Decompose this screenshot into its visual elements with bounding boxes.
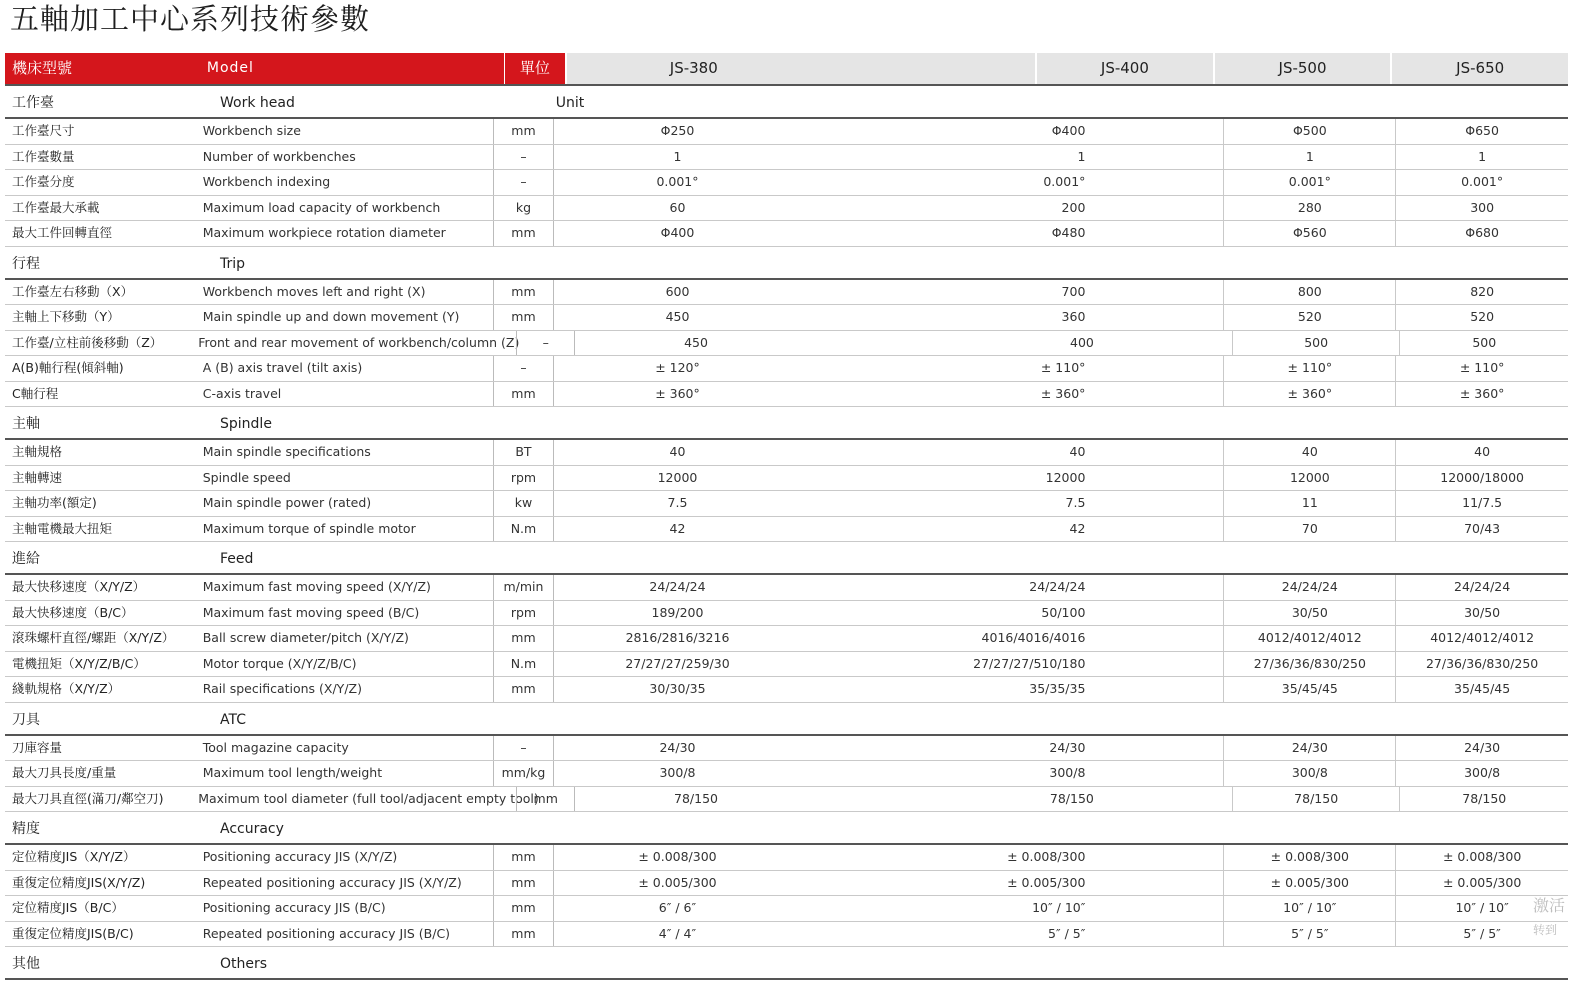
value-js-400: 10″ / 10″ (801, 896, 1224, 921)
table-row (5, 331, 1568, 357)
table-row (5, 761, 1568, 787)
param-unit: N.m (493, 652, 553, 677)
param-name-en: Workbench indexing (202, 174, 331, 189)
param-name-en: Main spindle power (rated) (202, 495, 372, 510)
value-js-400: 5″ / 5″ (801, 922, 1224, 947)
watermark-line-2: 转到 (1533, 923, 1558, 937)
table-row (5, 280, 1568, 306)
param-name-cn: 刀庫容量 (12, 739, 63, 755)
header-model-2: JS-400 (1037, 53, 1213, 84)
value-js-650: 11/7.5 (1462, 495, 1503, 510)
param-name-cn: C軸行程 (12, 385, 59, 401)
param-unit: kg (493, 196, 553, 221)
param-unit: mm/kg (493, 761, 553, 786)
value-js-500: Φ560 (1224, 221, 1396, 246)
section-row (5, 812, 1568, 845)
value-js-400: 24/30 (801, 736, 1224, 761)
header-model-4: JS-650 (1392, 53, 1568, 84)
param-unit: mm (493, 845, 553, 870)
value-js-500: 800 (1224, 280, 1396, 305)
value-js-380: 450 (684, 334, 708, 350)
value-js-400: 4016/4016/4016 (801, 626, 1224, 651)
header-model-en: Model (199, 53, 504, 84)
section-title-cn: 主軸 (12, 416, 40, 432)
value-js-380: 2816/2816/3216 (625, 630, 730, 645)
param-unit: – (493, 145, 553, 170)
param-name-cn: 最大工件回轉直徑 (12, 225, 113, 240)
value-js-650: 35/45/45 (1454, 681, 1511, 696)
table-row (5, 466, 1568, 492)
param-unit: – (516, 331, 575, 356)
value-js-400: 27/27/27/510/180 (801, 652, 1224, 677)
table-row (5, 871, 1568, 897)
value-js-500: 280 (1224, 196, 1396, 221)
value-js-380: 78/150 (674, 790, 718, 806)
value-js-500: 520 (1224, 305, 1396, 330)
value-js-400: 35/35/35 (801, 677, 1224, 702)
table-body (5, 86, 1568, 980)
param-name-en: Maximum workpiece rotation diameter (202, 225, 446, 240)
value-js-400: 400 (817, 331, 1233, 356)
value-js-650: 24/24/24 (1454, 579, 1511, 594)
param-name-en: Positioning accuracy JIS (X/Y/Z) (202, 849, 398, 864)
value-js-380: 24/24/24 (649, 579, 706, 594)
param-name-en: Maximum fast moving speed (B/C) (202, 604, 420, 620)
value-js-380: 4″ / 4″ (658, 925, 697, 941)
value-js-380: 24/30 (659, 739, 696, 755)
value-js-400: 700 (801, 280, 1224, 305)
table-row (5, 382, 1568, 408)
section-unit (538, 812, 602, 843)
table-row (5, 356, 1568, 382)
param-unit: mm (516, 787, 575, 812)
param-name-en: Maximum fast moving speed (X/Y/Z) (202, 579, 431, 594)
value-js-650: 24/30 (1464, 739, 1501, 755)
param-unit: mm (493, 305, 553, 330)
param-name-cn: 定位精度JIS（B/C） (12, 900, 124, 915)
value-js-400: 50/100 (801, 601, 1224, 626)
value-js-650: 300 (1470, 199, 1495, 215)
table-row (5, 787, 1568, 813)
value-js-500: 12000 (1224, 466, 1396, 491)
watermark-line-1: 激活 (1533, 896, 1566, 915)
param-unit: mm (493, 221, 553, 246)
value-js-650: 300/8 (1464, 765, 1501, 780)
value-js-650: 500 (1472, 334, 1497, 350)
param-unit: mm (493, 896, 553, 921)
value-js-380: ± 0.008/300 (638, 849, 717, 864)
param-unit: – (493, 356, 553, 381)
value-js-500: 35/45/45 (1224, 677, 1396, 702)
param-name-cn: 綫軌規格（X/Y/Z） (12, 681, 121, 696)
param-name-cn: 工作臺數量 (12, 148, 75, 164)
section-title-en: Accuracy (220, 821, 284, 837)
param-name-en: Front and rear movement of workbench/column (Z) (198, 334, 520, 350)
value-js-650: 70/43 (1464, 520, 1501, 536)
table-row (5, 145, 1568, 171)
value-js-500: 1 (1224, 145, 1396, 170)
param-name-cn: 最大刀具長度/重量 (12, 765, 117, 780)
param-name-en: Positioning accuracy JIS (B/C) (202, 900, 386, 915)
value-js-650: Φ650 (1465, 123, 1499, 138)
value-js-650: 520 (1470, 309, 1495, 324)
value-js-380: 60 (669, 199, 686, 215)
value-js-380: 27/27/27/259/30 (625, 655, 730, 671)
section-unit (538, 247, 602, 278)
table-row (5, 221, 1568, 247)
value-js-650: 820 (1470, 283, 1495, 299)
value-js-400: 200 (801, 196, 1224, 221)
value-js-500: 78/150 (1233, 787, 1401, 812)
param-name-cn: 重復定位精度JIS(X/Y/Z) (12, 874, 146, 890)
param-name-cn: 工作臺分度 (12, 174, 75, 189)
param-name-cn: 工作臺尺寸 (12, 123, 75, 138)
table-row (5, 736, 1568, 762)
param-unit: kw (493, 491, 553, 516)
section-unit (538, 947, 602, 978)
header-model-cn: 機床型號 (5, 53, 199, 84)
section-title-cn: 其他 (12, 956, 40, 972)
section-row (5, 947, 1568, 980)
section-row (5, 247, 1568, 280)
value-js-380: 12000 (657, 469, 698, 485)
value-js-500: 300/8 (1224, 761, 1396, 786)
value-js-500: 500 (1233, 331, 1401, 356)
section-unit: Unit (555, 95, 585, 111)
table-header (5, 53, 1568, 86)
page-title: 五軸加工中心系列技術參數 (10, 2, 371, 36)
section-title-en: Others (220, 956, 268, 972)
value-js-500: 5″ / 5″ (1224, 922, 1396, 947)
value-js-380: ± 0.005/300 (638, 874, 717, 890)
section-row (5, 703, 1568, 736)
param-name-en: Maximum tool length/weight (202, 765, 383, 780)
param-name-cn: 主軸上下移動（Y） (12, 309, 120, 324)
value-js-500: 40 (1224, 440, 1396, 465)
value-js-650: 30/50 (1464, 604, 1501, 620)
param-name-en: Maximum load capacity of workbench (202, 199, 441, 215)
header-model-3: JS-500 (1215, 53, 1391, 84)
table-row (5, 305, 1568, 331)
section-title-cn: 行程 (12, 255, 40, 272)
value-js-650: 0.001° (1461, 174, 1504, 189)
value-js-380: 30/30/35 (649, 681, 706, 696)
param-name-cn: 主軸電機最大扭矩 (12, 520, 113, 536)
value-js-650: 27/36/36/830/250 (1425, 655, 1539, 671)
param-unit: m/min (493, 575, 553, 600)
value-js-500: 0.001° (1224, 170, 1396, 195)
table-row (5, 652, 1568, 678)
value-js-500: 11 (1224, 491, 1396, 516)
value-js-650: ± 110° (1459, 360, 1505, 375)
section-row (5, 542, 1568, 575)
param-unit: mm (493, 871, 553, 896)
param-name-en: Rail specifications (X/Y/Z) (202, 681, 362, 696)
param-name-en: Spindle speed (202, 469, 291, 485)
section-unit (538, 703, 602, 734)
section-title-en: Work head (220, 95, 295, 111)
param-name-cn: 主軸轉速 (12, 469, 63, 485)
value-js-400: 0.001° (801, 170, 1224, 195)
value-js-400: ± 0.005/300 (801, 871, 1224, 896)
table-row (5, 896, 1568, 922)
value-js-380: Φ250 (660, 123, 695, 138)
param-name-en: Repeated positioning accuracy JIS (X/Y/Z) (202, 874, 462, 890)
value-js-400: Φ480 (801, 221, 1224, 246)
param-name-en: Maximum torque of spindle motor (202, 520, 416, 536)
value-js-400: 40 (801, 440, 1224, 465)
value-js-650: ± 0.008/300 (1442, 849, 1522, 864)
value-js-650: 10″ / 10″ (1455, 900, 1509, 915)
section-title-en: Trip (220, 255, 246, 272)
section-unit (538, 407, 602, 438)
value-js-500: ± 0.005/300 (1224, 871, 1396, 896)
value-js-500: 24/30 (1224, 736, 1396, 761)
section-title-en: Spindle (220, 416, 272, 432)
spec-table (5, 53, 1568, 980)
param-name-en: Tool magazine capacity (202, 739, 349, 755)
value-js-650: ± 360° (1459, 385, 1505, 401)
section-title-cn: 進給 (12, 551, 40, 567)
value-js-400: 12000 (801, 466, 1224, 491)
table-row (5, 491, 1568, 517)
table-row (5, 601, 1568, 627)
value-js-500: 30/50 (1224, 601, 1396, 626)
param-unit: N.m (493, 517, 553, 542)
value-js-380: ± 120° (655, 360, 700, 375)
section-title-cn: 精度 (12, 821, 40, 837)
param-name-en: Motor torque (X/Y/Z/B/C) (202, 655, 357, 671)
value-js-500: ± 360° (1224, 382, 1396, 407)
param-unit: mm (493, 119, 553, 144)
section-title-cn: 工作臺 (12, 95, 54, 111)
param-name-en: Maximum tool diameter (full tool/adjacent empty tool) (198, 790, 539, 806)
header-model-1: JS-380 (567, 53, 1035, 84)
param-name-cn: 重復定位精度JIS(B/C) (12, 925, 134, 941)
table-row (5, 922, 1568, 948)
param-unit: rpm (493, 466, 553, 491)
param-unit: – (493, 170, 553, 195)
param-unit: BT (493, 440, 553, 465)
value-js-500: Φ500 (1224, 119, 1396, 144)
param-name-en: Main spindle specifications (202, 444, 371, 459)
param-name-en: Workbench size (202, 123, 301, 138)
section-title-en: ATC (220, 711, 246, 728)
table-row (5, 196, 1568, 222)
value-js-500: ± 110° (1224, 356, 1396, 381)
value-js-380: 0.001° (656, 174, 699, 189)
param-name-en: C-axis travel (202, 385, 282, 401)
section-title-en: Feed (220, 551, 254, 567)
param-name-en: A (B) axis travel (tilt axis) (202, 360, 363, 375)
value-js-400: 300/8 (801, 761, 1224, 786)
section-title-cn: 刀具 (12, 711, 40, 728)
table-row (5, 677, 1568, 703)
value-js-400: 360 (801, 305, 1224, 330)
param-name-cn: 滾珠螺杆直徑/螺距（X/Y/Z） (12, 630, 175, 645)
header-unit: 單位 (505, 53, 565, 84)
param-name-cn: 最大刀具直徑(滿刀/鄰空刀) (12, 790, 164, 806)
value-js-380: 40 (669, 444, 686, 459)
value-js-400: Φ400 (801, 119, 1224, 144)
value-js-400: 78/150 (817, 787, 1233, 812)
value-js-400: 1 (801, 145, 1224, 170)
value-js-380: 600 (665, 283, 690, 299)
value-js-650: 12000/18000 (1440, 469, 1524, 485)
section-row (5, 407, 1568, 440)
param-unit: rpm (493, 601, 553, 626)
value-js-380: 7.5 (667, 495, 688, 510)
value-js-400: ± 110° (801, 356, 1224, 381)
value-js-500: 24/24/24 (1224, 575, 1396, 600)
param-name-en: Ball screw diameter/pitch (X/Y/Z) (202, 630, 409, 645)
value-js-380: 300/8 (659, 765, 696, 780)
value-js-650: 40 (1474, 444, 1491, 459)
value-js-650: 5″ / 5″ (1463, 925, 1501, 941)
value-js-400: 7.5 (801, 491, 1224, 516)
value-js-380: Φ400 (660, 225, 695, 240)
param-unit: mm (493, 626, 553, 651)
value-js-400: ± 0.008/300 (801, 845, 1224, 870)
param-unit: mm (493, 677, 553, 702)
value-js-500: ± 0.008/300 (1224, 845, 1396, 870)
value-js-380: ± 360° (655, 385, 700, 401)
value-js-400: 24/24/24 (801, 575, 1224, 600)
param-name-en: Repeated positioning accuracy JIS (B/C) (202, 925, 451, 941)
param-unit: mm (493, 922, 553, 947)
table-row (5, 119, 1568, 145)
table-row (5, 440, 1568, 466)
table-row (5, 626, 1568, 652)
param-name-en: Workbench moves left and right (X) (202, 283, 426, 299)
value-js-500: 70 (1224, 517, 1396, 542)
param-name-cn: 最大快移速度（X/Y/Z） (12, 579, 146, 594)
param-name-cn: 主軸規格 (12, 444, 63, 459)
param-name-cn: 工作臺/立柱前後移動（Z） (12, 334, 163, 350)
param-name-cn: 最大快移速度（B/C） (12, 604, 134, 620)
value-js-500: 10″ / 10″ (1224, 896, 1396, 921)
value-js-500: 27/36/36/830/250 (1224, 652, 1396, 677)
table-row (5, 170, 1568, 196)
value-js-380: 1 (673, 148, 682, 164)
param-name-cn: A(B)軸行程(傾斜軸) (12, 360, 124, 375)
param-name-en: Number of workbenches (202, 148, 356, 164)
table-row (5, 575, 1568, 601)
param-name-cn: 定位精度JIS（X/Y/Z） (12, 849, 136, 864)
value-js-380: 42 (669, 520, 686, 536)
param-unit: mm (493, 382, 553, 407)
param-name-en: Main spindle up and down movement (Y) (202, 309, 460, 324)
value-js-650: 4012/4012/4012 (1430, 630, 1535, 645)
param-unit: mm (493, 280, 553, 305)
value-js-650: Φ680 (1465, 225, 1499, 240)
section-unit (538, 542, 602, 573)
value-js-650: ± 0.005/300 (1442, 874, 1522, 890)
param-name-cn: 工作臺最大承載 (12, 199, 100, 215)
value-js-650: 1 (1478, 148, 1487, 164)
value-js-380: 450 (665, 309, 690, 324)
section-row (5, 86, 1568, 119)
param-unit: – (493, 736, 553, 761)
value-js-650: 78/150 (1462, 790, 1507, 806)
value-js-400: 42 (801, 517, 1224, 542)
value-js-400: ± 360° (801, 382, 1224, 407)
value-js-500: 4012/4012/4012 (1224, 626, 1396, 651)
table-row (5, 517, 1568, 543)
param-name-cn: 主軸功率(額定) (12, 495, 97, 510)
value-js-380: 6″ / 6″ (658, 900, 697, 915)
param-name-cn: 工作臺左右移動（X） (12, 283, 134, 299)
value-js-380: 189/200 (651, 604, 704, 620)
table-row (5, 845, 1568, 871)
param-name-cn: 電機扭矩（X/Y/Z/B/C） (12, 655, 146, 671)
